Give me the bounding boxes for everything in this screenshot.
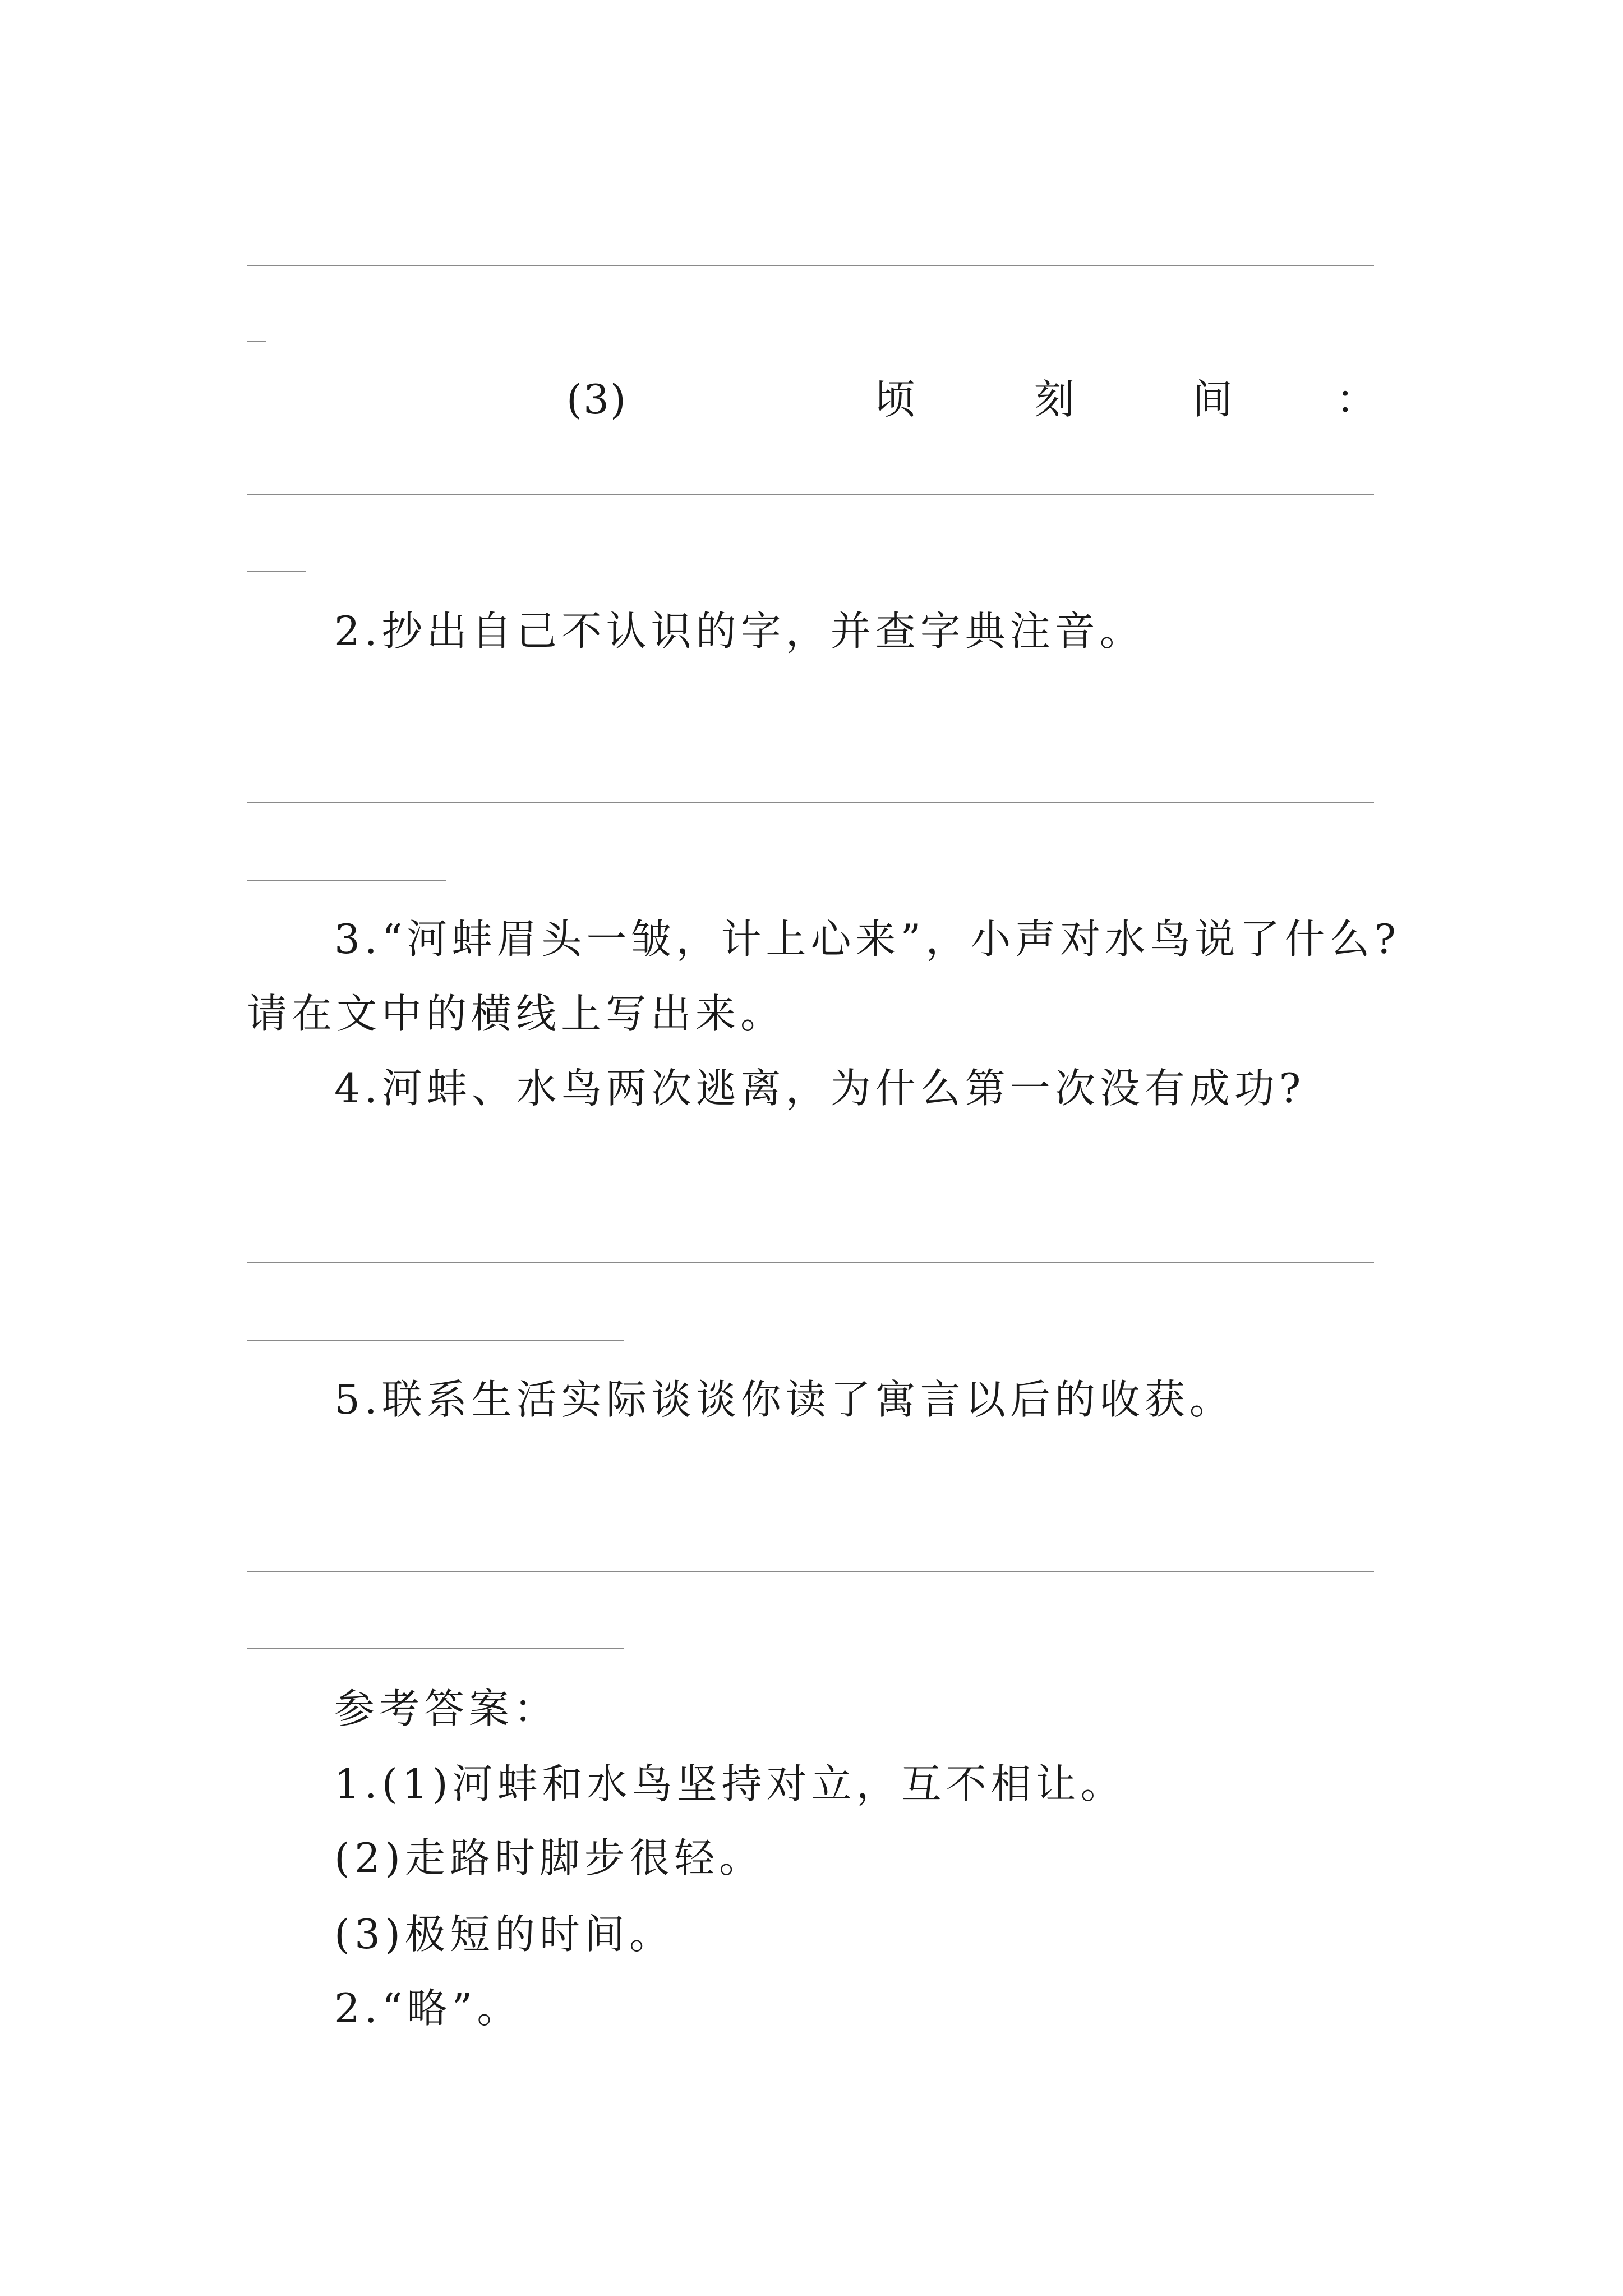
q1-item3-char: ： xyxy=(1336,376,1377,423)
answers-heading: 参考答案： xyxy=(334,1685,559,1732)
answer-line-tail xyxy=(247,880,446,881)
answer-item: 2.“略”。 xyxy=(334,1985,522,2032)
question-3: 3.“河蚌眉头一皱，计上心来”，小声对水鸟说了什么? xyxy=(334,915,1400,963)
answer-item: (3)极短的时间。 xyxy=(334,1911,674,1958)
answer-line xyxy=(247,1262,1374,1263)
q1-item3-char: 间 xyxy=(1192,376,1233,423)
q1-item3-char: 刻 xyxy=(1034,376,1075,423)
answer-line xyxy=(247,1571,1374,1572)
answer-line xyxy=(247,265,1374,266)
answer-item: 1.(1)河蚌和水鸟坚持对立，互不相让。 xyxy=(334,1760,1126,1807)
question-2: 2.抄出自己不认识的字，并查字典注音。 xyxy=(334,608,1145,655)
answer-item: (2)走路时脚步很轻。 xyxy=(334,1834,764,1881)
answer-line-tail xyxy=(247,1340,624,1341)
answer-line xyxy=(247,802,1374,803)
q1-item3-number: (3) xyxy=(566,376,627,423)
answer-line xyxy=(247,494,1374,495)
question-3-continued: 请在文中的横线上写出来。 xyxy=(247,990,786,1037)
answer-line-tail xyxy=(247,571,306,572)
question-4: 4.河蚌、水鸟两次逃离，为什么第一次没有成功? xyxy=(334,1065,1306,1112)
answer-line-tail xyxy=(247,1648,624,1649)
q1-item3-char: 顷 xyxy=(875,376,916,423)
answer-line-tail xyxy=(247,341,266,342)
question-5: 5.联系生活实际谈谈你读了寓言以后的收获。 xyxy=(334,1376,1234,1423)
